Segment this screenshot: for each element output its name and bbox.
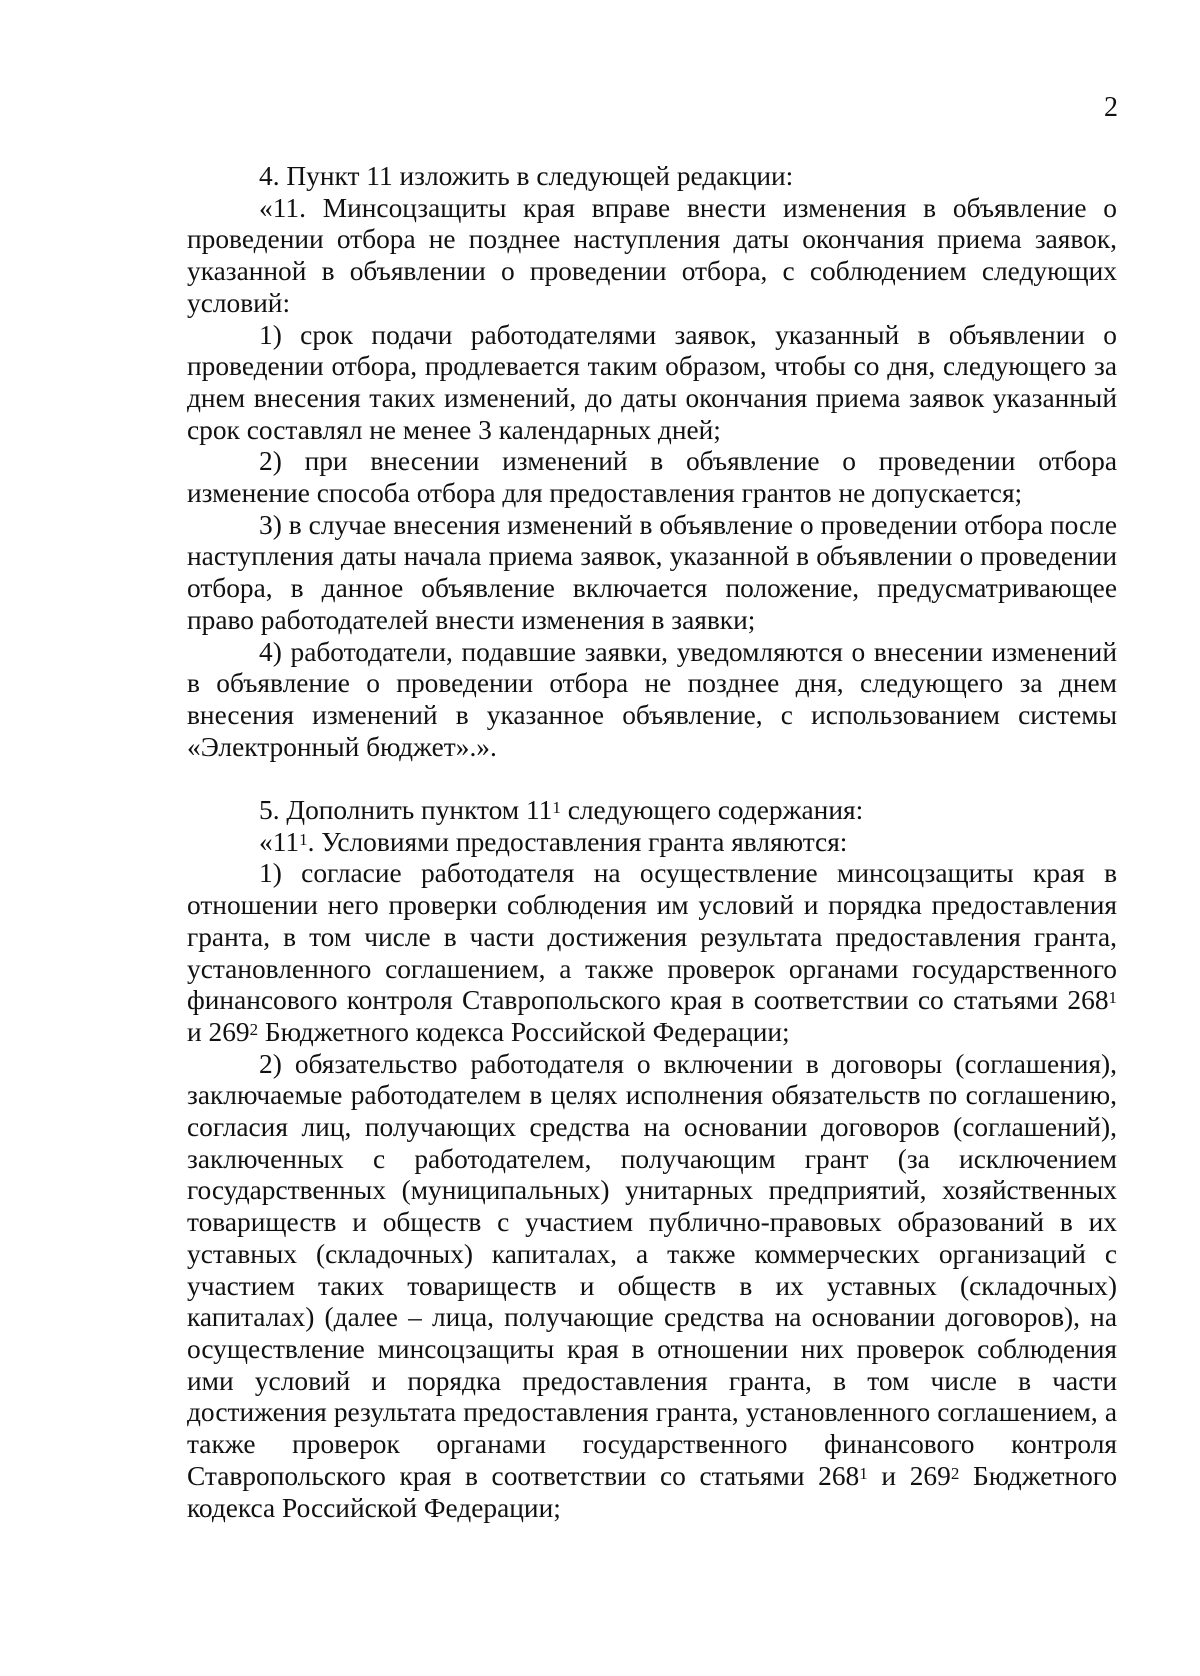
section-5-item-2 — [187, 1049, 1117, 1525]
section-5-item-2-sup-2: 2 — [950, 1463, 960, 1483]
section-5-heading-text: 5. Дополнить пунктом 11 — [259, 795, 553, 826]
section-5-item-1-end: Бюджетного кодекса Российской Федерации; — [258, 1016, 790, 1047]
section-4-item-1: 1) срок подачи работодателями заявок, указанный в объявлении о проведении отбора, продлевается таким образом, чтобы со дня, следующего за днем внесения таких изменений, до даты окончания приема заявок указанный срок составлял не менее 3 календарных дней; — [187, 319, 1117, 445]
section-4-item-3: 3) в случае внесения изменений в объявление о проведении отбора после наступления даты начала приема заявок, указанной в объявлении о проведении отбора, в данное объявление включается положение, предусматривающее право работодателей внести изменения в заявки; — [187, 509, 1117, 635]
section-4-item-2: 2) при внесении изменений в объявление о проведении отбора изменение способа отбора для предоставления грантов не допускается; — [187, 446, 1117, 509]
section-5-intro-sup: 1 — [299, 829, 308, 849]
section-5-item-1-mid: и 269 — [187, 1016, 250, 1047]
page-number: 2 — [1104, 92, 1118, 123]
section-5-item-2-mid: и 269 — [867, 1460, 951, 1491]
section-5-heading — [187, 795, 1117, 827]
section-5-item-2-text: 2) обязательство работодателя о включении в договоры (соглашения), заключаемые работодателем в целях исполнения обязательств по соглашению, согласия лиц, получающих средства на основании договоров (соглашений), заключенных с работодателем, получающим грант (за исключением государственных (муниципальных) унитарных предприятий, хозяйственных товариществ и обществ с участием публично-правовых образований в их уставных (складочных) капиталах, а также коммерческих организаций с участием таких товариществ и обществ в их уставных (складочных) капиталах) (далее – лица, получающие средства на основании договоров), на осуществление минсоцзащиты края в отношении них проверок соблюдения ими условий и порядка предоставления гранта, в том числе в части достижения результата предоставления гранта, установленного соглашением, а также проверок органами государственного финансового контроля Ставропольского края в соответствии со статьями 268 — [187, 1048, 1117, 1491]
document-body — [187, 161, 1117, 1524]
section-4-heading: 4. Пункт 11 изложить в следующей редакции: — [259, 161, 794, 191]
section-5-heading-tail: следующего содержания: — [560, 795, 864, 826]
section-5-item-1-sup-2: 2 — [249, 1020, 259, 1040]
section-5-item-2-end: Бюджетного кодекса Российской Федерации; — [187, 1460, 1118, 1523]
section-5-intro — [187, 827, 1117, 859]
section-4-paragraph: «11. Минсоцзащиты края вправе внести изменения в объявление о проведении отбора не позднее наступления даты окончания приема заявок, указанной в объявлении о проведении отбора, с соблюдением следующих условий: — [187, 192, 1117, 318]
section-5-item-1-sup-1: 1 — [1108, 988, 1117, 1008]
section-5-item-2-sup-1: 1 — [859, 1463, 868, 1483]
section-5-item-1 — [187, 858, 1117, 1048]
section-5-intro-text: «11 — [259, 826, 300, 857]
section-5-intro-tail: . Условиями предоставления гранта являются: — [307, 826, 848, 857]
section-5-item-1-text: 1) согласие работодателя на осуществление минсоцзащиты края в отношении него проверки соблюдения им условий и порядка предоставления гранта, в том числе в части достижения результата предоставления гранта, установленного соглашением, а также проверок органами государственного финансового контроля Ставропольского края в соответствии со статьями 268 — [187, 858, 1117, 1016]
section-4-item-4: 4) работодатели, подавшие заявки, уведомляются о внесении изменений в объявление о проведении отбора не позднее дня, следующего за днем внесения изменений в указанное объявление, с использованием системы «Электронный бюджет».». — [187, 636, 1117, 762]
section-5-heading-sup: 1 — [552, 798, 561, 818]
